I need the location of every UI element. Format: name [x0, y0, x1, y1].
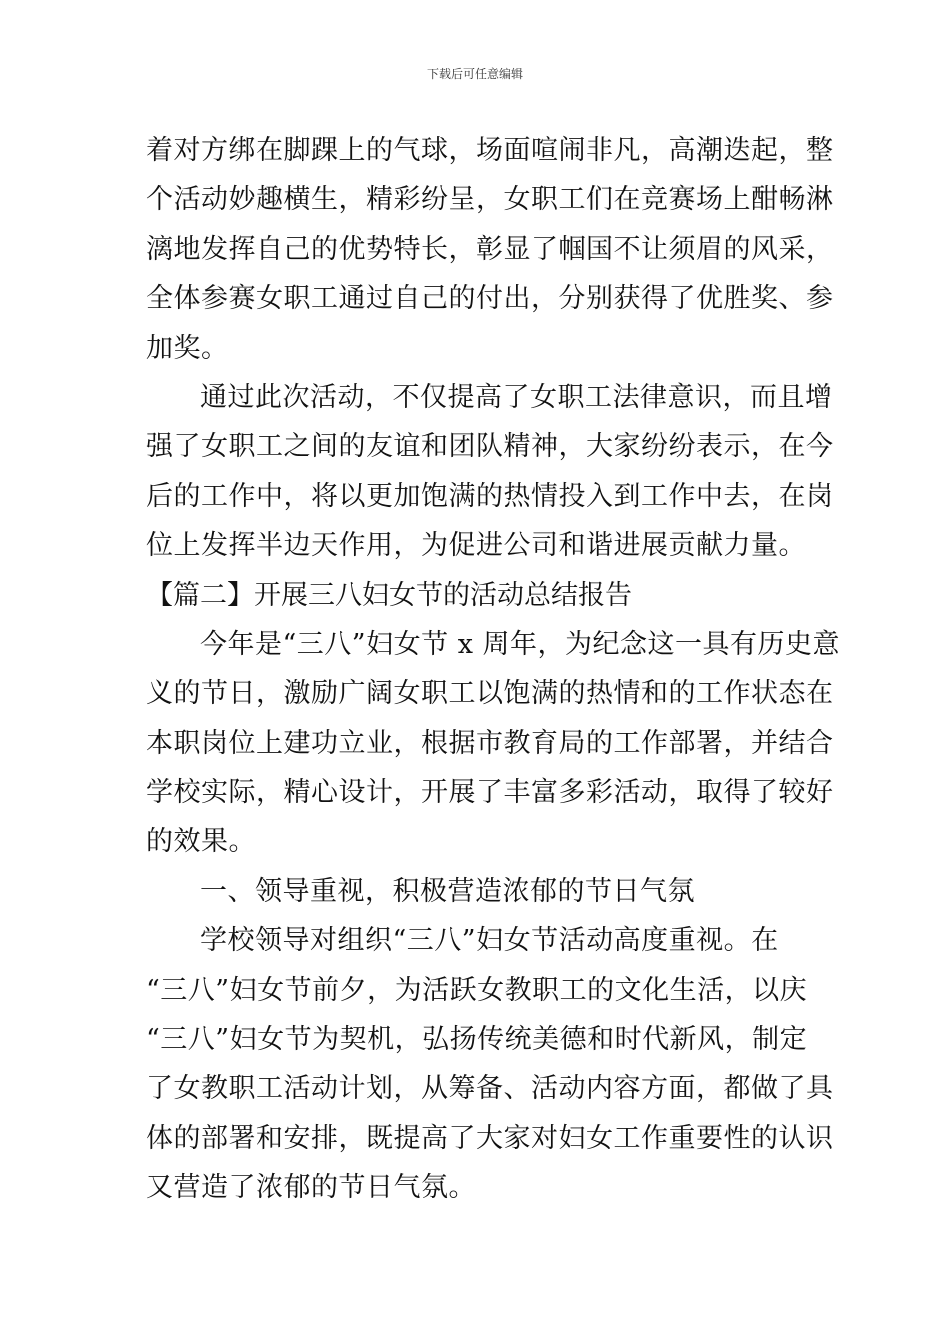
paragraph-line: 学校实际，精心设计，开展了丰富多彩活动，取得了较好: [146, 777, 834, 809]
paragraph-line: 强了女职工之间的友谊和团队精神，大家纷纷表示，在今: [146, 431, 834, 463]
page-header: 下载后可任意编辑: [426, 67, 523, 81]
paragraph-line: 学校领导对组织“三八”妇女节活动高度重视。在: [200, 925, 779, 957]
document-body: [146, 126, 840, 1213]
paragraph-line: 个活动妙趣横生，精彩纷呈，女职工们在竞赛场上酣畅淋: [146, 184, 834, 216]
paragraph-line: 加奖。: [146, 332, 229, 364]
paragraph-line: 后的工作中，将以更加饱满的热情投入到工作中去，在岗: [146, 480, 834, 512]
paragraph-line: 义的节日，激励广阔女职工以饱满的热情和的工作状态在: [146, 678, 834, 710]
paragraph-line: 体的部署和安排，既提高了大家对妇女工作重要性的认识: [146, 1122, 834, 1154]
paragraph-line: 漓地发挥自己的优势特长，彰显了帼国不让须眉的风采，: [146, 233, 834, 265]
paragraph-line: 位上发挥半边天作用，为促进公司和谐进展贡献力量。: [146, 530, 806, 562]
paragraph-line: 着对方绑在脚踝上的气球，场面喧闹非凡，高潮迭起，整: [146, 135, 834, 166]
paragraph-line: “三八”妇女节为契机，弘扬传统美德和时代新风，制定: [146, 1024, 808, 1056]
paragraph-line: 又营造了浓郁的节日气氛。: [146, 1172, 476, 1204]
paragraph-line: 本职岗位上建功立业，根据市教育局的工作部署，并结合: [146, 727, 834, 759]
paragraph-line: 了女教职工活动计划，从筹备、活动内容方面，都做了具: [146, 1073, 834, 1105]
section-heading: 【篇二】开展三八妇女节的活动总结报告: [146, 579, 632, 611]
paragraph-line: “三八”妇女节前夕，为活跃女教职工的文化生活，以庆: [146, 974, 808, 1006]
paragraph-line: 全体参赛女职工通过自己的付出，分别获得了优胜奖、参: [146, 283, 834, 315]
paragraph-line: 通过此次活动，不仅提高了女职工法律意识，而且增: [200, 381, 833, 413]
paragraph-line: 的效果。: [146, 826, 256, 858]
subsection-heading: 一、领导重视，积极营造浓郁的节日气氛: [200, 875, 695, 907]
paragraph-line: 今年是“三八”妇女节 x 周年，为纪念这一具有历史意: [200, 628, 840, 660]
